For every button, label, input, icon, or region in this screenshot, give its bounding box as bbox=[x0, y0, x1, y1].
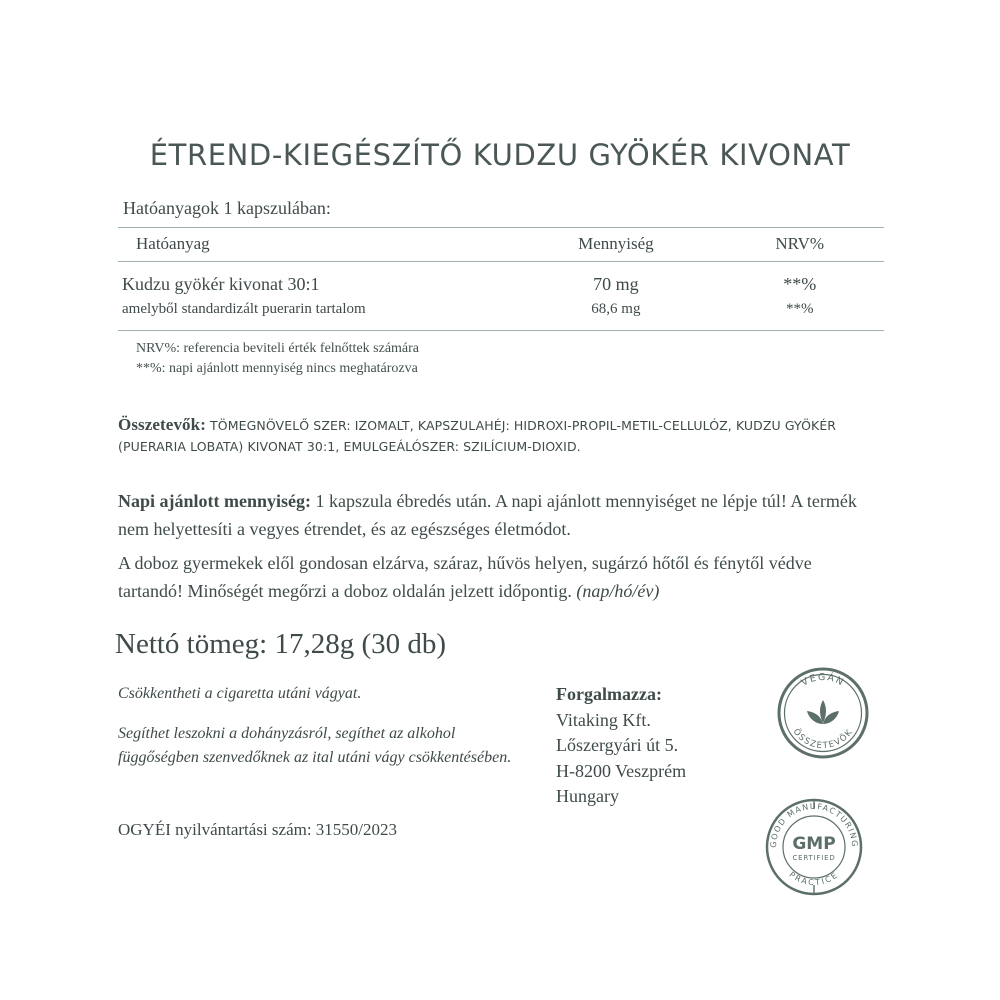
footnote-nrv: NRV%: referencia beviteli érték felnőttek számára bbox=[136, 341, 420, 356]
distributor-line: Hungary bbox=[556, 786, 619, 807]
distributor-line: H-8200 Veszprém bbox=[556, 760, 687, 781]
distributor-line: Lőszergyári út 5. bbox=[556, 735, 679, 756]
cell-ingredient-nrv: **% bbox=[783, 274, 817, 294]
nutrition-table-header bbox=[118, 228, 884, 262]
gmp-badge bbox=[762, 795, 866, 899]
svg-text:VEGÁN bbox=[800, 671, 847, 688]
net-weight: Nettó tömeg: 17,28g (30 db) bbox=[115, 628, 447, 660]
storage-text: A doboz gyermekek elől gondosan elzárva, száraz, hűvös helyen, sugárzó hőtől és fénytől védve tartandó! Minőségét megőrzi a doboz oldalán jelzett időpontig. bbox=[118, 553, 812, 601]
nutrition-table-caption: Hatóanyagok 1 kapszulában: bbox=[123, 198, 331, 218]
gmp-badge-center-text: GMP bbox=[792, 834, 836, 854]
gmp-badge-top-text: GOOD MANUFACTURING bbox=[768, 801, 860, 849]
claim-item: Csökkentheti a cigaretta utáni vágyat. bbox=[118, 685, 362, 702]
storage-date-format-note: (nap/hó/év) bbox=[576, 580, 660, 601]
ingredients-text: TÖMEGNÖVELŐ SZER: IZOMALT, KAPSZULAHÉJ: HIDROXI-PROPIL-METIL-CELLULÓZ, KUDZU GYÖKÉR (PUERARIA LOBATA) KIVONAT 30:1, EMULGEÁLÓSZER: SZILÍCIUM-DIOXID. bbox=[118, 418, 837, 454]
vegan-badge-bottom-text: ÖSSZETEVŐK bbox=[790, 727, 856, 752]
health-claims bbox=[118, 682, 538, 786]
distributor-label: Forgalmazza: bbox=[556, 684, 662, 704]
svg-text:ÖSSZETEVŐK bbox=[791, 726, 856, 751]
leaf-icon bbox=[807, 700, 839, 724]
footnote-daily-amount: **%: napi ajánlott mennyiség nincs meghatározva bbox=[136, 361, 418, 377]
cell-ingredient-nrv: **% bbox=[785, 301, 814, 317]
vegan-badge-top-text: VEGÁN bbox=[799, 671, 847, 689]
page-title: ÉTREND-KIEGÉSZÍTŐ KUDZU GYÖKÉR KIVONAT bbox=[149, 138, 851, 172]
vegan-badge-graphic bbox=[775, 665, 871, 761]
column-header-amount: Mennyiség bbox=[516, 228, 715, 262]
cell-ingredient-name: amelyből standardizált puerarin tartalom bbox=[122, 301, 366, 317]
registration-number: OGYÉI nyilvántartási szám: 31550/2023 bbox=[118, 820, 398, 839]
nutrition-table-body bbox=[118, 262, 884, 331]
ingredients-paragraph bbox=[118, 412, 880, 456]
table-row bbox=[118, 298, 884, 330]
gmp-badge-graphic bbox=[762, 795, 866, 899]
column-header-ingredient: Hatóanyag bbox=[118, 228, 516, 262]
gmp-badge-sub-text: CERTIFIED bbox=[792, 854, 836, 862]
cell-ingredient-amount: 68,6 mg bbox=[591, 301, 641, 317]
cell-ingredient-amount: 70 mg bbox=[593, 274, 639, 294]
claim-item: Segíthet leszokni a dohányzásról, segíthet az alkohol függőségben szenvedőknek az ital utáni vágy csökkentésében. bbox=[118, 725, 512, 766]
column-header-nrv: NRV% bbox=[715, 228, 884, 262]
storage-paragraph bbox=[118, 550, 880, 606]
table-header-row bbox=[118, 228, 884, 262]
svg-text:PRACTICE bbox=[788, 870, 841, 887]
table-row bbox=[118, 262, 884, 299]
dosage-label: Napi ajánlott mennyiség: bbox=[118, 491, 311, 511]
ingredients-label: Összetevők: bbox=[118, 415, 206, 434]
distributor-line: Vitaking Kft. bbox=[556, 709, 651, 730]
nutrition-footnotes bbox=[118, 339, 884, 380]
cell-ingredient-name: Kudzu gyökér kivonat 30:1 bbox=[122, 274, 320, 294]
nutrition-table-block bbox=[118, 198, 884, 380]
nutrition-table bbox=[118, 227, 884, 330]
table-bottom-rule bbox=[118, 330, 884, 331]
dosage-paragraph bbox=[118, 488, 880, 544]
gmp-badge-bottom-text: PRACTICE bbox=[787, 869, 841, 888]
dosage-text: 1 kapszula ébredés után. A napi ajánlott mennyiséget ne lépje túl! A termék nem helyettesíti a vegyes étrendet, és az egészséges életmódot. bbox=[118, 491, 857, 539]
vegan-badge bbox=[775, 665, 871, 761]
